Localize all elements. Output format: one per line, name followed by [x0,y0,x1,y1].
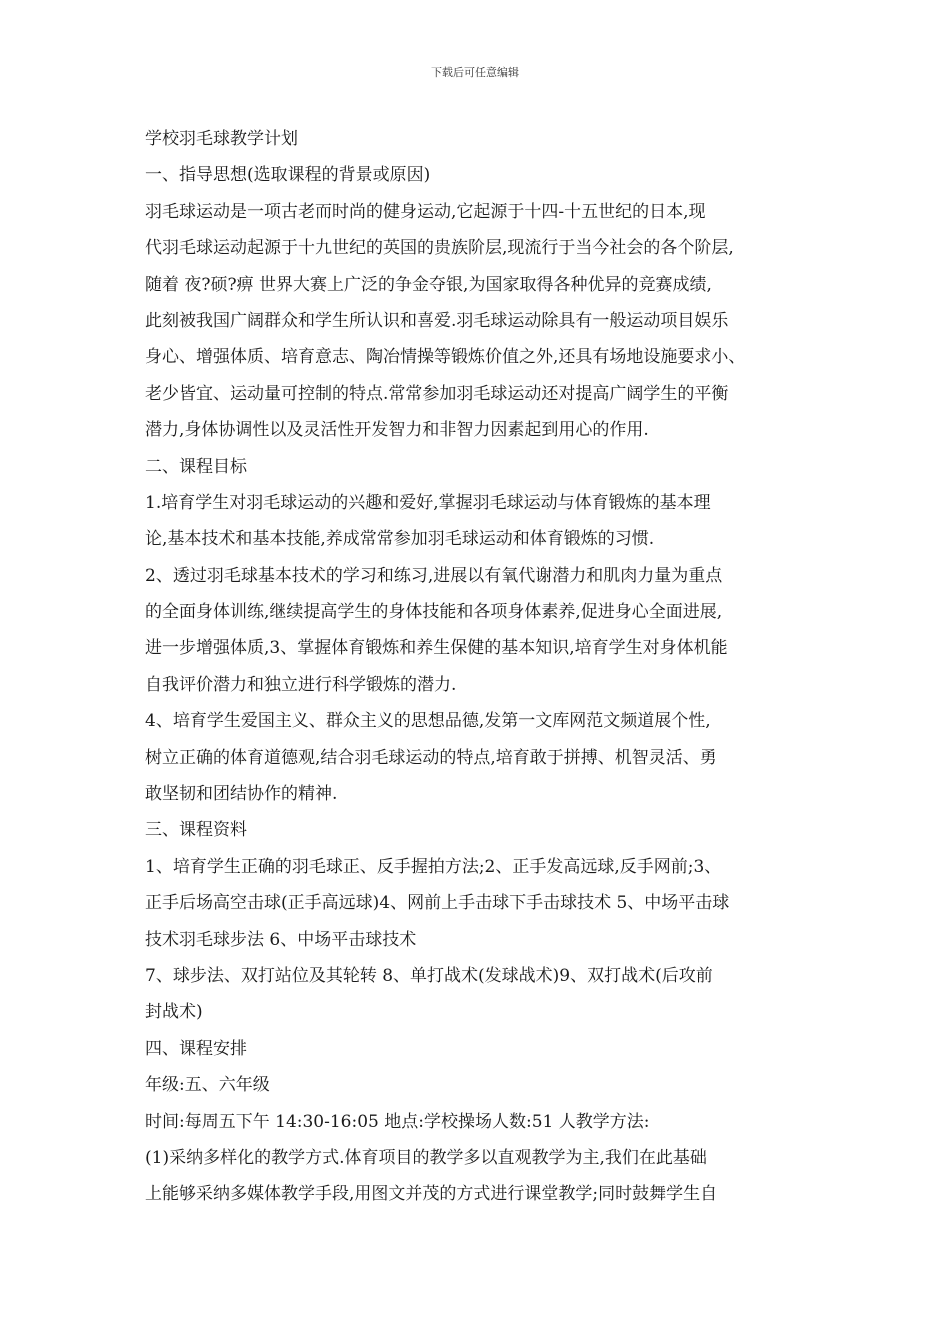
paragraph-line: 4、培育学生爱国主义、群众主义的思想品德,发第一文库网范文频道展个性, [145,711,711,732]
paragraph-line: 2、透过羽毛球基本技术的学习和练习,进展以有氧代谢潜力和肌肉力量为重点 [145,565,723,586]
paragraph-line: 1、培育学生正确的羽毛球正、反手握拍方法;2、正手发高远球,反手网前;3、 [145,856,722,877]
paragraph-line: 羽毛球运动是一项古老而时尚的健身运动,它起源于十四-十五世纪的日本,现 [145,201,706,222]
paragraph-line: 封战术) [145,1002,203,1023]
section-heading: 四、课程安排 [145,1038,247,1059]
paragraph-line: 1.培育学生对羽毛球运动的兴趣和爱好,掌握羽毛球运动与体育锻炼的基本理 [145,492,711,513]
paragraph-line: 年级:五、六年级 [145,1075,270,1096]
paragraph-line: 敢坚韧和团结协作的精神. [145,784,338,805]
paragraph-line: 的全面身体训练,继续提高学生的身体技能和各项身体素养,促进身心全面进展, [145,602,723,623]
paragraph-line: 7、球步法、双打站位及其轮转 8、单打战术(发球战术)9、双打战术(后攻前 [145,965,713,986]
paragraph-line: 老少皆宜、运动量可控制的特点.常常参加羽毛球运动还对提高广阔学生的平衡 [145,383,729,404]
paragraph-line: 此刻被我国广阔群众和学生所认识和喜爱.羽毛球运动除具有一般运动项目娱乐 [145,310,729,331]
paragraph-line: 上能够采纳多媒体教学手段,用图文并茂的方式进行课堂教学;同时鼓舞学生自 [145,1184,718,1205]
paragraph-line: (1)采纳多样化的教学方式.体育项目的教学多以直观教学为主,我们在此基础 [145,1147,707,1168]
paragraph-line: 自我评价潜力和独立进行科学锻炼的潜力. [145,674,457,695]
paragraph-line: 树立正确的体育道德观,结合羽毛球运动的特点,培育敢于拼搏、机智灵活、勇 [145,747,717,768]
paragraph-line: 时间:每周五下午 14:30-16:05 地点:学校操场人数:51 人教学方法: [145,1111,650,1132]
paragraph-line: 正手后场高空击球(正手高远球)4、网前上手击球下手击球技术 5、中场平击球 [145,893,730,914]
paragraph-line: 进一步增强体质,3、掌握体育锻炼和养生保健的基本知识,培育学生对身体机能 [145,638,728,659]
section-heading: 三、课程资料 [145,820,247,841]
paragraph-line: 随着 夜?硕?痹 世界大赛上广泛的争金夺银,为国家取得各种优异的竞赛成绩, [145,274,712,295]
page-header: 下载后可任意编辑 [431,66,519,79]
paragraph-line: 技术羽毛球步法 6、中场平击球技术 [145,929,417,950]
document-body [145,121,825,1213]
paragraph-line: 身心、增强体质、培育意志、陶冶情操等锻炼价值之外,还具有场地设施要求小、 [145,347,746,368]
paragraph-line: 代羽毛球运动起源于十九世纪的英国的贵族阶层,现流行于当今社会的各个阶层, [145,238,734,259]
paragraph-line: 潜力,身体协调性以及灵活性开发智力和非智力因素起到用心的作用. [145,420,649,441]
doc-title: 学校羽毛球教学计划 [145,129,298,149]
section-heading: 一、指导思想(选取课程的背景或原因) [145,165,431,186]
paragraph-line: 论,基本技术和基本技能,养成常常参加羽毛球运动和体育锻炼的习惯. [145,529,655,550]
section-heading: 二、课程目标 [145,456,247,477]
